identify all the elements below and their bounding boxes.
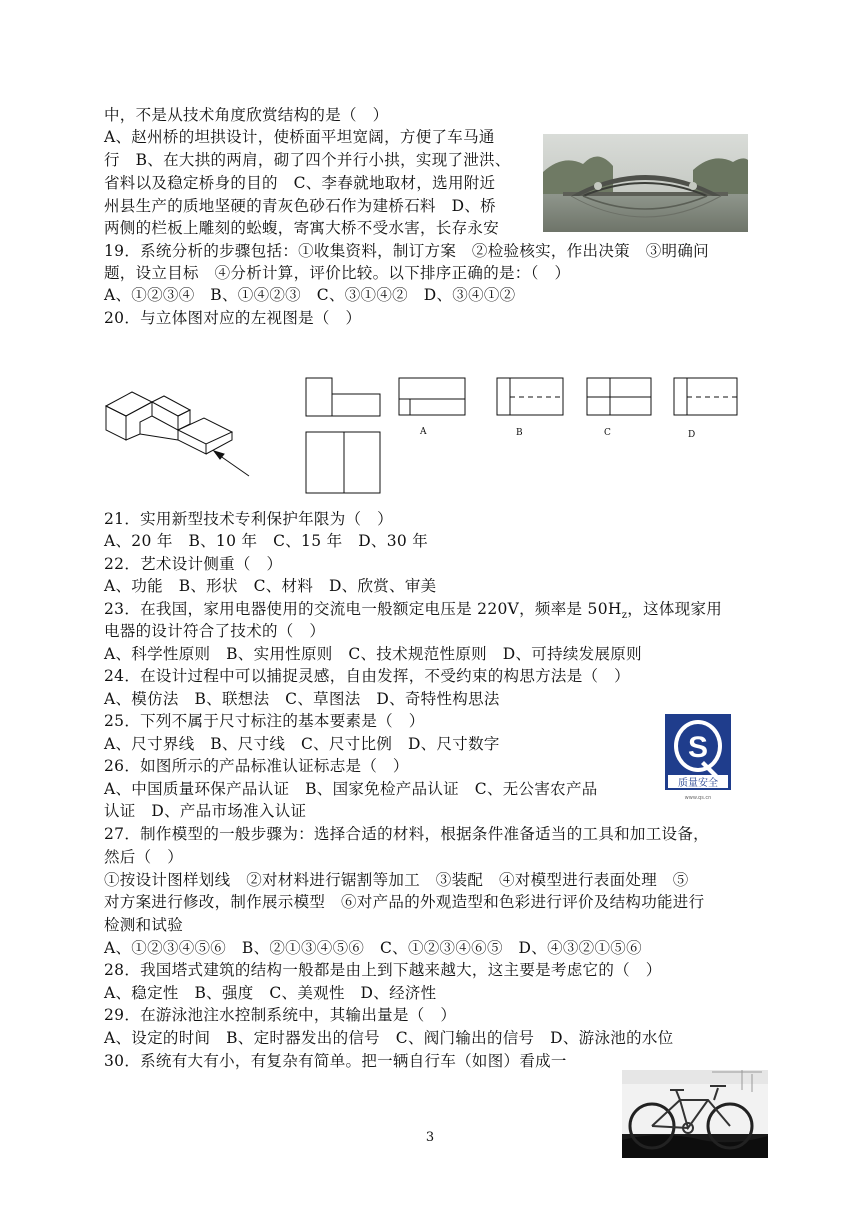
q20-line-1: 20．与立体图对应的左视图是（ ） <box>104 309 362 327</box>
option-a-label: A <box>420 427 427 437</box>
q18-line-1: 中，不是从技术角度欣赏结构的是（ ） <box>104 106 389 124</box>
q27-line-3: ①按设计图样划线 ②对材料进行锯割等加工 ③装配 ④对模型进行表面处理 ⑤ <box>104 871 689 889</box>
option-c-view <box>586 377 656 421</box>
q22-line-1: 22．艺术设计侧重（ ） <box>104 555 283 573</box>
page-number: 3 <box>425 1130 435 1145</box>
q26-line-1: 26．如图所示的产品标准认证标志是（ ） <box>104 757 409 775</box>
q18-line-3: 行 B、在大拱的两肩，砌了四个并行小拱，实现了泄洪、 <box>104 151 511 169</box>
option-c-label: C <box>604 428 612 438</box>
q27-line-5: 检测和试验 <box>104 916 184 934</box>
q21-line-1: 21．实用新型技术专利保护年限为（ ） <box>104 510 393 528</box>
qs-logo-text: 质量安全 <box>678 778 718 789</box>
q26-line-3: 认证 D、产品市场准入认证 <box>104 802 307 820</box>
q27-line-6: A、①②③④⑤⑥ B、②①③④⑤⑥ C、①②③④⑥⑤ D、④③②①⑤⑥ <box>104 939 642 957</box>
q19-line-1: 19．系统分析的步骤包括：①收集资料，制订方案 ②检验核实，作出决策 ③明确问 <box>104 242 709 260</box>
option-a-view <box>398 377 468 421</box>
q26-line-2: A、中国质量环保产品认证 B、国家免检产品认证 C、无公害农产品 <box>104 780 598 798</box>
qs-logo-letter: S <box>687 731 709 764</box>
zhaozhou-bridge-photo <box>543 134 748 232</box>
q27-line-1: 27．制作模型的一般步骤为：选择合适的材料，根据条件准备适当的工具和加工设备， <box>104 825 709 843</box>
q30-line-1: 30．系统有大有小，有复杂有简单。把一辆自行车（如图）看成一 <box>104 1052 567 1070</box>
option-d-view <box>673 377 743 421</box>
q25-line-1: 25．下列不属于尺寸标注的基本要素是（ ） <box>104 712 425 730</box>
q27-line-4: 对方案进行修改，制作展示模型 ⑥对产品的外观造型和色彩进行评价及结构功能进行 <box>104 893 705 911</box>
q22-line-2: A、功能 B、形状 C、材料 D、欣赏、审美 <box>104 577 437 595</box>
q18-line-4: 省料以及稳定桥身的目的 C、李春就地取材，选用附近 <box>104 174 496 192</box>
option-b-view <box>496 377 566 421</box>
q19-line-3: A、①②③④ B、①④②③ C、③①④② D、③④①② <box>104 286 516 304</box>
orthographic-views <box>304 376 384 496</box>
q23-line-3: A、科学性原则 B、实用性原则 C、技术规范性原则 D、可持续发展原则 <box>104 645 642 663</box>
q18-line-2: A、赵州桥的坦拱设计，使桥面平坦宽阔，方便了车马通 <box>104 128 495 146</box>
q24-line-2: A、模仿法 B、联想法 C、草图法 D、奇特性构思法 <box>104 690 500 708</box>
q23-line-1: 23．在我国，家用电器使用的交流电一般额定电压是 220V，频率是 $50H_z$，这体现家用 <box>104 600 723 622</box>
isometric-solid-figure <box>104 378 254 478</box>
q23-line-2: 电器的设计符合了技术的（ ） <box>104 622 326 640</box>
qs-logo-caption: www.qs.cn <box>684 795 712 801</box>
qs-certification-logo <box>664 713 732 801</box>
q25-line-2: A、尺寸界线 B、尺寸线 C、尺寸比例 D、尺寸数字 <box>104 735 500 753</box>
option-b-label: B <box>516 428 523 438</box>
q18-line-6: 两侧的栏板上雕刻的蚣蝮，寄寓大桥不受水害，长存永安 <box>104 219 500 237</box>
q29-line-2: A、设定的时间 B、定时器发出的信号 C、阀门输出的信号 D、游泳池的水位 <box>104 1029 674 1047</box>
q19-line-2: 题，设立目标 ④分析计算，评价比较。以下排序正确的是：（ ） <box>104 264 571 282</box>
option-d-label: D <box>688 430 696 440</box>
q28-line-2: A、稳定性 B、强度 C、美观性 D、经济性 <box>104 984 437 1002</box>
q29-line-1: 29．在游泳池注水控制系统中，其输出量是（ ） <box>104 1006 457 1024</box>
q24-line-1: 24．在设计过程中可以捕捉灵感，自由发挥，不受约束的构思方法是（ ） <box>104 667 630 685</box>
q18-line-5: 州县生产的质地坚硬的青灰色砂石作为建桥石料 D、桥 <box>104 197 496 215</box>
q21-line-2: A、20 年 B、10 年 C、15 年 D、30 年 <box>104 532 429 550</box>
q27-line-2: 然后（ ） <box>104 848 184 866</box>
q28-line-1: 28．我国塔式建筑的结构一般都是由上到下越来越大，这主要是考虑它的（ ） <box>104 961 662 979</box>
